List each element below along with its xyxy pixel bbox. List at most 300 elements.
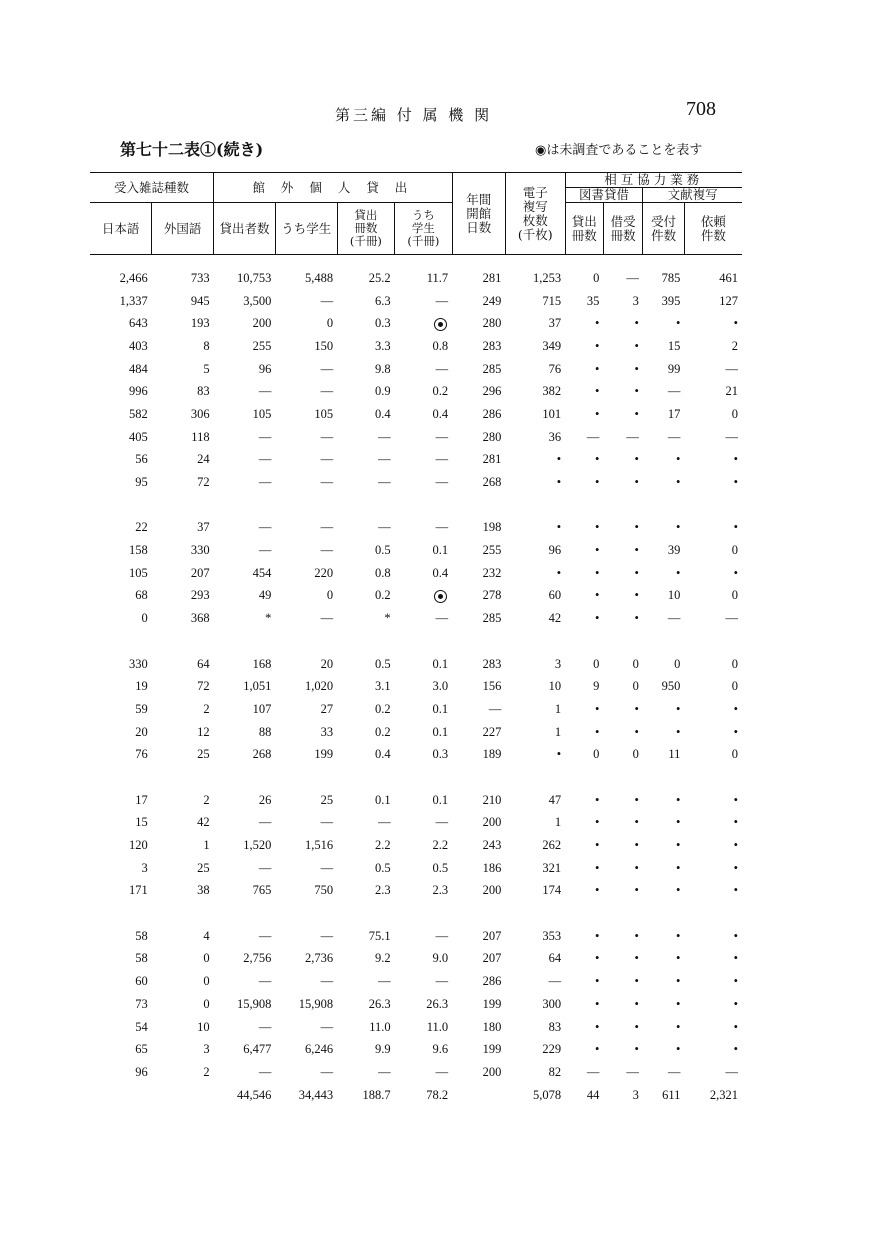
table-cell: — (435, 1064, 449, 1079)
table-cell: 353 (542, 928, 562, 943)
table-cell: • (675, 974, 681, 989)
table-cell: 286 (482, 406, 502, 421)
table-row (90, 721, 742, 744)
table-cell: 1,051 (243, 679, 272, 694)
table-cell: • (675, 565, 681, 580)
table-cell: 64 (197, 656, 210, 671)
table-cell: 0.1 (432, 792, 449, 807)
table-cell: • (595, 588, 600, 603)
table-cell: 283 (482, 338, 502, 353)
table-cell: • (634, 815, 639, 830)
table-cell: • (634, 406, 639, 421)
table-cell: • (675, 792, 681, 807)
table-cell: 73 (135, 996, 148, 1011)
table-cell: • (634, 611, 639, 626)
header-ill-group: 図書貸借 (565, 188, 643, 203)
table-cell: 306 (190, 406, 210, 421)
table-cell: — (320, 543, 334, 558)
table-header (90, 173, 742, 255)
table-cell: • (556, 452, 562, 467)
table-cell: — (258, 974, 272, 989)
table-cell (395, 312, 453, 335)
table-cell: 2 (731, 338, 738, 353)
table-cell: 88 (258, 724, 272, 739)
table-cell: 0.8 (375, 565, 391, 580)
header-copies: 電子 複写 枚数 (千枚) (505, 173, 565, 255)
table-cell: • (595, 701, 600, 716)
table-cell: 15 (135, 815, 148, 830)
table-cell: — (320, 928, 334, 943)
table-cell: 83 (197, 384, 210, 399)
table-cell: • (634, 475, 639, 490)
table-cell: 0 (326, 588, 334, 603)
table-cell: 1 (554, 815, 562, 830)
table-cell: 17 (667, 406, 681, 421)
table-cell: 0.5 (432, 860, 449, 875)
table-cell: 280 (482, 316, 502, 331)
table-row (90, 562, 742, 585)
table-cell: 0.4 (432, 406, 449, 421)
table-cell: 3.1 (375, 679, 391, 694)
table-title: 第七十二表①(続き) (120, 140, 264, 159)
table-cell: — (626, 1064, 639, 1079)
table-cell: 188.7 (362, 1088, 391, 1103)
table-cell: 42 (548, 611, 562, 626)
table-cell: 11.7 (426, 270, 449, 285)
table-cell: 0.3 (375, 316, 391, 331)
table-cell: 0.1 (432, 656, 449, 671)
table-cell: 255 (252, 338, 272, 353)
table-cell: — (320, 1019, 334, 1034)
table-cell: 174 (542, 883, 562, 898)
table-cell: 38 (197, 883, 210, 898)
header-coop-group: 相互協力業務 (565, 173, 742, 188)
table-cell: • (595, 928, 600, 943)
table-cell: 60 (135, 974, 148, 989)
table-cell: 10,753 (236, 270, 272, 285)
table-cell: 484 (129, 361, 148, 376)
table-cell: — (435, 452, 449, 467)
table-cell: • (733, 860, 738, 875)
table-cell: • (556, 520, 562, 535)
group-spacer (90, 494, 742, 517)
table-cell: • (556, 747, 562, 762)
table-cell: 20 (320, 656, 334, 671)
table-row (90, 290, 742, 313)
table-cell: • (733, 883, 738, 898)
table-cell: • (595, 520, 600, 535)
table-cell: 0 (593, 747, 600, 762)
table-cell: 286 (482, 974, 502, 989)
table-cell: 300 (542, 996, 562, 1011)
table-cell: • (675, 928, 681, 943)
statistics-table (90, 172, 742, 1108)
table-cell: 75.1 (368, 928, 391, 943)
table-cell: 0.2 (375, 588, 391, 603)
table-cell: 281 (482, 270, 502, 285)
table-cell: — (626, 429, 639, 444)
table-cell: 42 (197, 815, 210, 830)
table-cell: 1 (203, 838, 210, 853)
table-cell: • (595, 883, 600, 898)
table-cell: • (595, 996, 600, 1011)
not-surveyed-icon (434, 590, 447, 603)
table-cell: 101 (542, 406, 562, 421)
table-cell: 582 (129, 406, 148, 421)
table-cell: • (675, 452, 681, 467)
table-cell: 2.3 (375, 883, 391, 898)
table-cell: 0 (731, 679, 738, 694)
table-cell: — (258, 475, 272, 490)
table-cell: 8 (203, 338, 210, 353)
table-cell: 82 (548, 1064, 562, 1079)
table-cell: — (320, 520, 334, 535)
table-cell: 2,756 (243, 951, 272, 966)
table-cell: 76 (135, 747, 148, 762)
table-cell: 47 (548, 792, 562, 807)
table-cell: • (733, 475, 738, 490)
table-cell: 9.6 (432, 1042, 449, 1057)
table-cell: 0.9 (375, 384, 391, 399)
table-cell: — (320, 815, 334, 830)
table-cell: 765 (252, 883, 272, 898)
table-cell: 715 (542, 293, 562, 308)
table-row (90, 1016, 742, 1039)
table-cell: • (595, 838, 600, 853)
table-cell: 0 (731, 656, 738, 671)
table-cell (395, 585, 453, 608)
not-surveyed-icon (434, 318, 447, 331)
table-cell: 349 (542, 338, 562, 353)
table-cell: — (258, 815, 272, 830)
table-cell: 996 (129, 384, 148, 399)
table-cell: • (733, 520, 738, 535)
group-spacer (90, 630, 742, 653)
table-cell: — (320, 429, 334, 444)
table-cell: 227 (482, 724, 502, 739)
table-cell: • (595, 951, 600, 966)
table-cell: — (320, 974, 334, 989)
table-cell: — (435, 611, 449, 626)
table-cell: — (435, 815, 449, 830)
table-cell: — (320, 1064, 334, 1079)
table-row (90, 653, 742, 676)
table-cell: — (435, 429, 449, 444)
table-row (90, 1038, 742, 1061)
table-cell: 0.5 (375, 543, 391, 558)
table-row (90, 675, 742, 698)
table-cell: • (634, 838, 639, 853)
table-row (90, 970, 742, 993)
table-cell: 199 (482, 1042, 502, 1057)
table-cell: • (634, 974, 639, 989)
table-cell: 2 (203, 1064, 210, 1079)
table-cell: 199 (314, 747, 334, 762)
table-cell: — (488, 701, 502, 716)
table-cell: 1,516 (305, 838, 334, 853)
table-cell: • (595, 384, 600, 399)
table-cell: • (634, 565, 639, 580)
header-books-lent: 貸出 冊数 (千冊) (337, 203, 395, 255)
table-cell: 285 (482, 611, 502, 626)
table-cell: 54 (135, 1019, 148, 1034)
table-cell: 156 (482, 679, 502, 694)
table-cell: • (733, 452, 738, 467)
table-row (90, 925, 742, 948)
table-cell: • (675, 815, 681, 830)
table-cell: — (586, 1064, 600, 1079)
table-cell: — (320, 475, 334, 490)
table-cell: 3.0 (432, 679, 449, 694)
table-cell: — (626, 270, 639, 285)
table-cell: 15,908 (236, 996, 272, 1011)
table-cell: * (265, 611, 272, 626)
table-cell: 281 (482, 452, 502, 467)
table-cell: 330 (190, 543, 210, 558)
table-cell: 95 (135, 475, 148, 490)
table-cell: 11.0 (426, 1019, 449, 1034)
table-cell: 0 (731, 588, 738, 603)
table-cell: 3 (203, 1042, 210, 1057)
table-cell: 60 (548, 588, 562, 603)
table-cell: 65 (135, 1042, 148, 1057)
table-cell: 180 (482, 1019, 502, 1034)
header-doc-received: 受付 件数 (643, 203, 685, 255)
table-cell: 1 (554, 701, 562, 716)
table-cell: 321 (542, 860, 562, 875)
table-cell: 0 (674, 656, 681, 671)
table-cell: — (378, 452, 391, 467)
table-cell: 3 (554, 656, 562, 671)
header-journals-foreign: 外国語 (152, 203, 214, 255)
table-cell: 2 (203, 701, 210, 716)
table-cell: 750 (314, 883, 334, 898)
table-cell: — (378, 429, 391, 444)
table-cell: 330 (129, 656, 148, 671)
table-cell: — (378, 1064, 391, 1079)
table-row (90, 789, 742, 812)
table-cell: • (634, 361, 639, 376)
table-cell: • (733, 792, 738, 807)
table-row (90, 948, 742, 971)
table-cell: 37 (197, 520, 210, 535)
table-cell: 0.4 (432, 565, 449, 580)
table-cell: • (595, 475, 600, 490)
table-cell: 733 (190, 270, 210, 285)
table-cell: 220 (314, 565, 334, 580)
table-cell: 105 (252, 406, 272, 421)
table-cell: 1,020 (305, 679, 334, 694)
table-cell: 11 (668, 747, 681, 762)
table-cell: 0 (632, 747, 639, 762)
table-cell: 83 (548, 1019, 562, 1034)
table-cell: — (258, 429, 272, 444)
table-cell: • (595, 316, 600, 331)
table-cell: 1,337 (119, 293, 148, 308)
table-cell: 17 (135, 792, 148, 807)
table-cell: • (595, 1042, 600, 1057)
header-books-students: うち 学生 (千冊) (395, 203, 453, 255)
table-cell: 293 (190, 588, 210, 603)
table-cell: 207 (190, 565, 210, 580)
table-cell: 255 (482, 543, 502, 558)
table-cell: 171 (129, 883, 148, 898)
table-cell: 11.0 (369, 1019, 391, 1034)
table-row (90, 471, 742, 494)
table-cell: 2.2 (432, 838, 449, 853)
header-lenders: 貸出者数 (214, 203, 276, 255)
table-cell: 0 (203, 996, 210, 1011)
table-cell: 25 (197, 860, 210, 875)
table-cell: 283 (482, 656, 502, 671)
table-cell: 49 (258, 588, 272, 603)
table-cell: 72 (197, 475, 210, 490)
table-cell: — (667, 611, 681, 626)
table-cell: • (733, 928, 738, 943)
table-cell: • (634, 588, 639, 603)
table-cell: 1,520 (243, 838, 272, 853)
table-cell: 78.2 (426, 1088, 449, 1103)
table-cell: • (733, 1042, 738, 1057)
table-cell: • (634, 316, 639, 331)
table-cell: 395 (661, 293, 681, 308)
table-row (90, 834, 742, 857)
table-cell: 37 (548, 316, 562, 331)
table-cell: 0 (731, 543, 738, 558)
table-cell: — (378, 815, 391, 830)
table-cell: • (675, 996, 681, 1011)
table-row (90, 449, 742, 472)
table-cell: 6,477 (243, 1042, 272, 1057)
table-cell: — (320, 860, 334, 875)
table-cell: 9.9 (375, 1042, 391, 1057)
table-cell: 0 (326, 316, 334, 331)
table-cell: 25 (197, 747, 210, 762)
table-cell: 10 (667, 588, 681, 603)
table-cell: — (667, 1064, 681, 1079)
table-cell: • (675, 860, 681, 875)
table-cell: • (733, 565, 738, 580)
table-cell: — (548, 974, 562, 989)
table-cell: — (320, 611, 334, 626)
table-cell: • (733, 838, 738, 853)
table-cell: 0.4 (375, 406, 391, 421)
table-cell: 25.2 (368, 270, 391, 285)
table-cell: 611 (662, 1088, 681, 1103)
table-cell: — (258, 520, 272, 535)
table-cell: • (634, 792, 639, 807)
table-row (90, 698, 742, 721)
table-cell: • (675, 951, 681, 966)
header-ill-lent: 貸出 冊数 (565, 203, 603, 255)
table-note: ◉は未調査であることを表す (535, 143, 703, 158)
table-cell: 19 (135, 679, 148, 694)
table-cell: • (733, 974, 738, 989)
table-cell: • (634, 520, 639, 535)
table-cell (152, 1084, 214, 1108)
table-cell: 0.1 (432, 701, 449, 716)
table-body (90, 255, 742, 1108)
table-cell: • (675, 1042, 681, 1057)
table-cell: 105 (129, 565, 148, 580)
table-cell: 26 (258, 792, 272, 807)
table-cell: 76 (548, 361, 562, 376)
table-cell: 44 (586, 1088, 600, 1103)
table-cell: • (733, 701, 738, 716)
table-cell: 10 (548, 679, 562, 694)
table-row (90, 880, 742, 903)
table-row (90, 743, 742, 766)
running-head: 第三編 付 属 機 関 (335, 106, 493, 124)
table-cell: 2,466 (119, 270, 148, 285)
table-cell: 0.1 (432, 543, 449, 558)
table-row (90, 426, 742, 449)
table-cell: • (634, 1019, 639, 1034)
page-number: 708 (686, 98, 716, 120)
table-row (90, 403, 742, 426)
table-cell: • (634, 883, 639, 898)
table-cell: 0.2 (375, 724, 391, 739)
table-cell: 27 (320, 701, 334, 716)
table-cell: • (595, 361, 600, 376)
table-cell: — (435, 475, 449, 490)
table-cell: 0.3 (432, 747, 449, 762)
table-cell: 249 (482, 293, 502, 308)
table-cell: • (675, 475, 681, 490)
table-row (90, 380, 742, 403)
table-cell: • (634, 724, 639, 739)
table-cell: — (725, 1064, 738, 1079)
table-cell: • (634, 701, 639, 716)
table-cell: — (725, 361, 738, 376)
table-cell: 96 (548, 543, 562, 558)
table-cell: 200 (482, 1064, 502, 1079)
table-cell: 59 (135, 701, 148, 716)
table-cell: — (258, 543, 272, 558)
table-cell: — (378, 520, 391, 535)
table-cell: — (667, 429, 681, 444)
table-row (90, 857, 742, 880)
table-cell: — (435, 928, 449, 943)
table-cell: 945 (190, 293, 210, 308)
table-cell: — (258, 928, 272, 943)
table-cell: 39 (667, 543, 681, 558)
table-cell: • (595, 860, 600, 875)
table-cell: 403 (129, 338, 148, 353)
table-cell: 0 (632, 679, 639, 694)
table-cell: 5,488 (305, 270, 334, 285)
table-cell: • (733, 316, 738, 331)
header-journals-group: 受入雑誌種数 (90, 173, 214, 203)
table-cell: 56 (135, 452, 148, 467)
table-cell: 99 (667, 361, 681, 376)
table-cell: 189 (482, 747, 502, 762)
table-cell: 3 (141, 860, 148, 875)
table-cell: 107 (252, 701, 272, 716)
table-cell: 10 (197, 1019, 210, 1034)
table-cell: 26.3 (368, 996, 391, 1011)
table-row (90, 539, 742, 562)
table-cell: 243 (482, 838, 502, 853)
table-cell: — (435, 520, 449, 535)
table-cell: • (556, 475, 562, 490)
header-journals-ja: 日本語 (90, 203, 152, 255)
table-cell: • (634, 928, 639, 943)
table-cell: 9.8 (375, 361, 391, 376)
table-cell: 9.0 (432, 951, 449, 966)
table-cell: 0.1 (375, 792, 391, 807)
table-cell: • (595, 611, 600, 626)
